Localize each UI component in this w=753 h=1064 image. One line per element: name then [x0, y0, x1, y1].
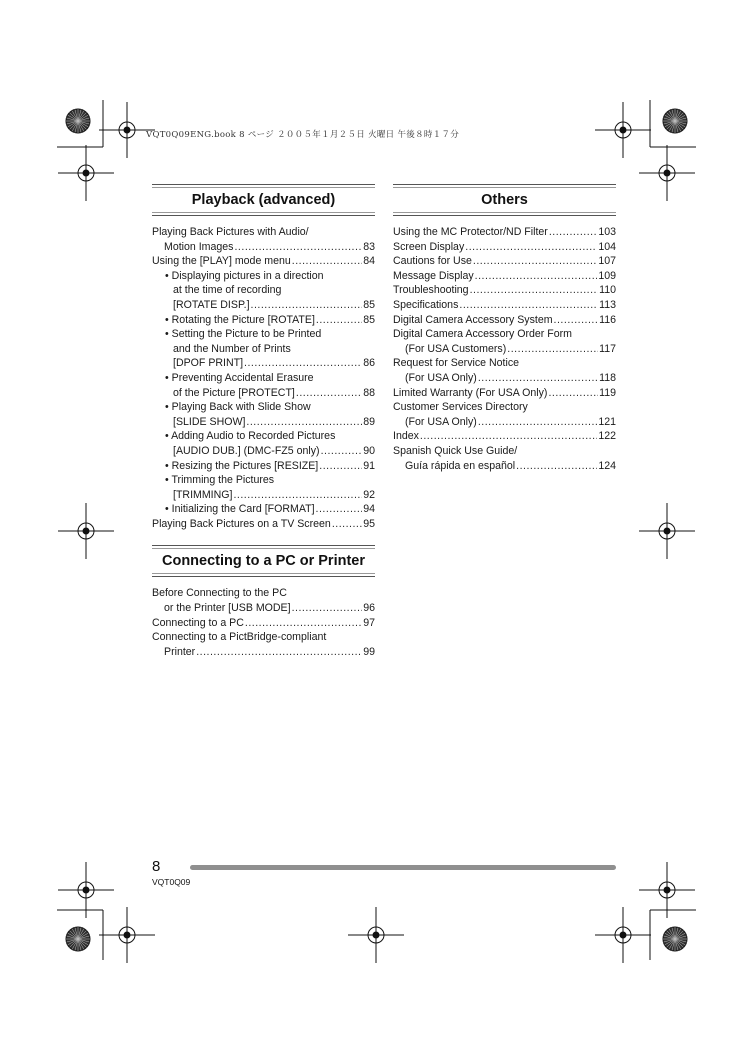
crosshair-dot [664, 528, 670, 534]
toc-page-number: 90 [363, 444, 375, 457]
toc-page-number: 88 [363, 386, 375, 399]
dot-leader [459, 298, 598, 313]
toc-entry [393, 400, 616, 415]
toc-entry-label: or the Printer [USB MODE] [164, 602, 291, 615]
toc-entry[interactable] [393, 269, 616, 284]
toc-entry [152, 630, 375, 645]
toc-entry [393, 327, 616, 342]
toc-entry[interactable] [152, 488, 375, 503]
toc-entry-label: • Trimming the Pictures [165, 474, 275, 487]
toc-entry-label: • Adding Audio to Recorded Pictures [165, 430, 336, 443]
toc-entry-label: • Setting the Picture to be Printed [165, 328, 322, 341]
page-number: 8 [152, 858, 161, 875]
section-title: Connecting to a PC or Printer [161, 553, 365, 570]
crosshair-dot [664, 170, 670, 176]
dot-leader [245, 616, 362, 631]
dot-leader [292, 601, 363, 616]
toc-entry-label: • Resizing the Pictures [RESIZE] [165, 459, 319, 472]
toc-entry[interactable] [152, 415, 375, 430]
left-column [152, 184, 375, 659]
dot-leader [296, 386, 362, 401]
toc-entry-label: Playing Back Pictures on a TV Screen [152, 517, 331, 530]
crosshair-dot [124, 127, 130, 133]
toc-entry-label: • Initializing the Card [FORMAT] [165, 503, 315, 516]
toc-entry-label: • Displaying pictures in a direction [165, 269, 324, 282]
toc-page-number: 122 [598, 430, 616, 443]
toc-entry-label: Message Display [393, 269, 474, 282]
toc-entry-label: [AUDIO DUB.] (DMC-FZ5 only) [173, 444, 320, 457]
toc-entry[interactable] [152, 313, 375, 328]
toc-page-number: 92 [363, 488, 375, 501]
toc-entry[interactable] [393, 254, 616, 269]
toc-entry-label: Printer [164, 645, 196, 658]
toc-entry-label: Motion Images [164, 240, 234, 253]
dot-leader [548, 386, 598, 401]
toc-entry-label: [DPOF PRINT] [173, 357, 244, 370]
toc-entry[interactable] [393, 313, 616, 328]
toc-entry-label: Digital Camera Accessory Order Form [393, 328, 572, 341]
toc-page-number: 86 [363, 357, 375, 370]
toc-entry[interactable] [152, 645, 375, 660]
toc-entry [152, 269, 375, 284]
toc-entry-label: • Playing Back with Slide Show [165, 401, 311, 414]
toc-page-number: 118 [599, 371, 616, 384]
dot-leader [332, 517, 362, 532]
toc-entry[interactable] [393, 342, 616, 357]
dot-leader [244, 356, 362, 371]
toc-entry[interactable] [393, 240, 616, 255]
toc-entry-label: Before Connecting to the PC [152, 587, 287, 600]
toc-entry [152, 283, 375, 298]
toc-entry [152, 586, 375, 601]
section-title: Playback (advanced) [191, 192, 336, 208]
section-header [393, 184, 616, 216]
toc-entry-label: and the Number of Prints [173, 342, 291, 355]
toc-page-number: 104 [598, 240, 616, 253]
dot-leader [478, 371, 598, 386]
toc-page-number: 94 [363, 503, 375, 516]
crosshair-dot [124, 932, 130, 938]
toc-entry-label: [TRIMMING] [173, 488, 233, 501]
toc-entry[interactable] [393, 429, 616, 444]
section-gap [152, 531, 375, 545]
toc-entry-label: Using the [PLAY] mode menu [152, 255, 291, 268]
toc-page-number: 110 [599, 284, 616, 297]
toc-entry [152, 400, 375, 415]
dot-leader [251, 298, 363, 313]
toc-entry-list [393, 225, 616, 473]
toc-page-number: 91 [363, 459, 375, 472]
toc-entry[interactable] [393, 386, 616, 401]
toc-entry[interactable] [152, 240, 375, 255]
toc-entry-list [152, 586, 375, 659]
dot-leader [292, 254, 362, 269]
dot-leader [478, 415, 597, 430]
toc-page-number: 107 [598, 255, 616, 268]
toc-entry-label: (For USA Customers) [405, 342, 507, 355]
crosshair-dot [83, 170, 89, 176]
toc-page-number: 116 [599, 313, 616, 326]
section-title: Others [481, 192, 528, 208]
toc-entry-list [152, 225, 375, 531]
dot-leader [516, 459, 597, 474]
toc-entry-label: Playing Back Pictures with Audio/ [152, 226, 309, 238]
toc-entry[interactable] [393, 298, 616, 313]
toc-entry-label: Customer Services Directory [393, 401, 528, 414]
toc-entry[interactable] [152, 298, 375, 313]
dot-leader [554, 313, 599, 328]
crosshair-dot [83, 887, 89, 893]
toc-page-number: 84 [363, 255, 375, 268]
toc-entry [393, 356, 616, 371]
toc-entry[interactable] [152, 502, 375, 517]
toc-entry-label: Spanish Quick Use Guide/ [393, 444, 518, 457]
dot-leader [475, 269, 598, 284]
dot-leader [319, 459, 362, 474]
dot-leader [233, 488, 362, 503]
toc-entry[interactable] [152, 254, 375, 269]
toc-entry-label: Connecting to a PC [152, 616, 244, 629]
toc-entry-label: [SLIDE SHOW] [173, 415, 246, 428]
toc-page-number: 117 [599, 342, 616, 355]
dot-leader [196, 645, 362, 660]
toc-entry[interactable] [152, 616, 375, 631]
toc-entry-label: Connecting to a PictBridge-compliant [152, 631, 327, 644]
toc-entry[interactable] [393, 283, 616, 298]
toc-page-number: 83 [363, 240, 375, 253]
toc-entry [393, 444, 616, 459]
toc-entry [152, 429, 375, 444]
toc-entry[interactable] [152, 601, 375, 616]
toc-page-number: 109 [598, 269, 616, 282]
toc-entry-label: of the Picture [PROTECT] [173, 386, 295, 399]
toc-entry-label: Troubleshooting [393, 284, 469, 297]
right-column [393, 184, 616, 473]
toc-entry-label: Digital Camera Accessory System [393, 313, 553, 326]
toc-entry[interactable] [393, 371, 616, 386]
toc-entry-label: (For USA Only) [405, 415, 477, 428]
toc-entry [152, 342, 375, 357]
crosshair-dot [620, 932, 626, 938]
document-code: VQT0Q09 [152, 877, 191, 887]
toc-entry-label: Request for Service Notice [393, 357, 520, 370]
footer-bar [190, 865, 616, 870]
dot-leader [473, 254, 597, 269]
toc-entry-label: Cautions for Use [393, 255, 472, 268]
dot-leader [234, 240, 362, 255]
toc-entry[interactable] [152, 459, 375, 474]
toc-entry[interactable] [152, 386, 375, 401]
crosshair-dot [83, 528, 89, 534]
dot-leader [316, 502, 363, 517]
dot-leader [549, 225, 597, 240]
toc-entry [152, 225, 375, 240]
toc-page-number: 85 [363, 313, 375, 326]
toc-entry [152, 371, 375, 386]
toc-page-number: 99 [363, 645, 375, 658]
toc-entry[interactable] [393, 459, 616, 474]
toc-entry [152, 473, 375, 488]
toc-entry-label: Index [393, 430, 419, 443]
toc-entry-label: Using the MC Protector/ND Filter [393, 226, 548, 238]
toc-entry[interactable] [152, 517, 375, 532]
toc-page-number: 96 [363, 602, 375, 615]
section-header [152, 184, 375, 216]
toc-page-number: 124 [598, 459, 616, 472]
crosshair-dot [373, 932, 379, 938]
dot-leader [465, 240, 597, 255]
toc-entry[interactable] [393, 415, 616, 430]
dot-leader [470, 283, 599, 298]
dot-leader [321, 444, 363, 459]
toc-entry[interactable] [152, 444, 375, 459]
section-header [152, 545, 375, 577]
toc-page-number: 95 [363, 517, 375, 530]
dot-leader [420, 429, 597, 444]
toc-page-number: 121 [598, 415, 616, 428]
toc-entry-label: (For USA Only) [405, 371, 477, 384]
toc-entry-label: • Preventing Accidental Erasure [165, 371, 314, 384]
toc-entry [152, 327, 375, 342]
toc-entry-label: [ROTATE DISP.] [173, 298, 250, 311]
toc-page-number: 113 [599, 298, 616, 311]
toc-page-number: 97 [363, 616, 375, 629]
crosshair-dot [620, 127, 626, 133]
toc-entry[interactable] [393, 225, 616, 240]
toc-entry-label: Specifications [393, 298, 459, 311]
toc-entry-label: Screen Display [393, 240, 465, 253]
toc-entry-label: Limited Warranty (For USA Only) [393, 386, 548, 399]
toc-page-number: 89 [363, 415, 375, 428]
crosshair-dot [664, 887, 670, 893]
toc-page-number: 85 [363, 298, 375, 311]
dot-leader [316, 313, 362, 328]
toc-entry-label: • Rotating the Picture [ROTATE] [165, 313, 315, 326]
toc-page-number: 119 [599, 386, 616, 399]
toc-entry[interactable] [152, 356, 375, 371]
dot-leader [246, 415, 362, 430]
dot-leader [507, 342, 598, 357]
toc-page-number: 103 [598, 226, 616, 238]
print-header-line: VQT0Q09ENG.book 8 ページ ２００５年１月２５日 火曜日 午後８時１７分 [146, 130, 460, 140]
toc-entry-label: at the time of recording [173, 284, 282, 297]
toc-entry-label: Guía rápida en español [405, 459, 516, 472]
